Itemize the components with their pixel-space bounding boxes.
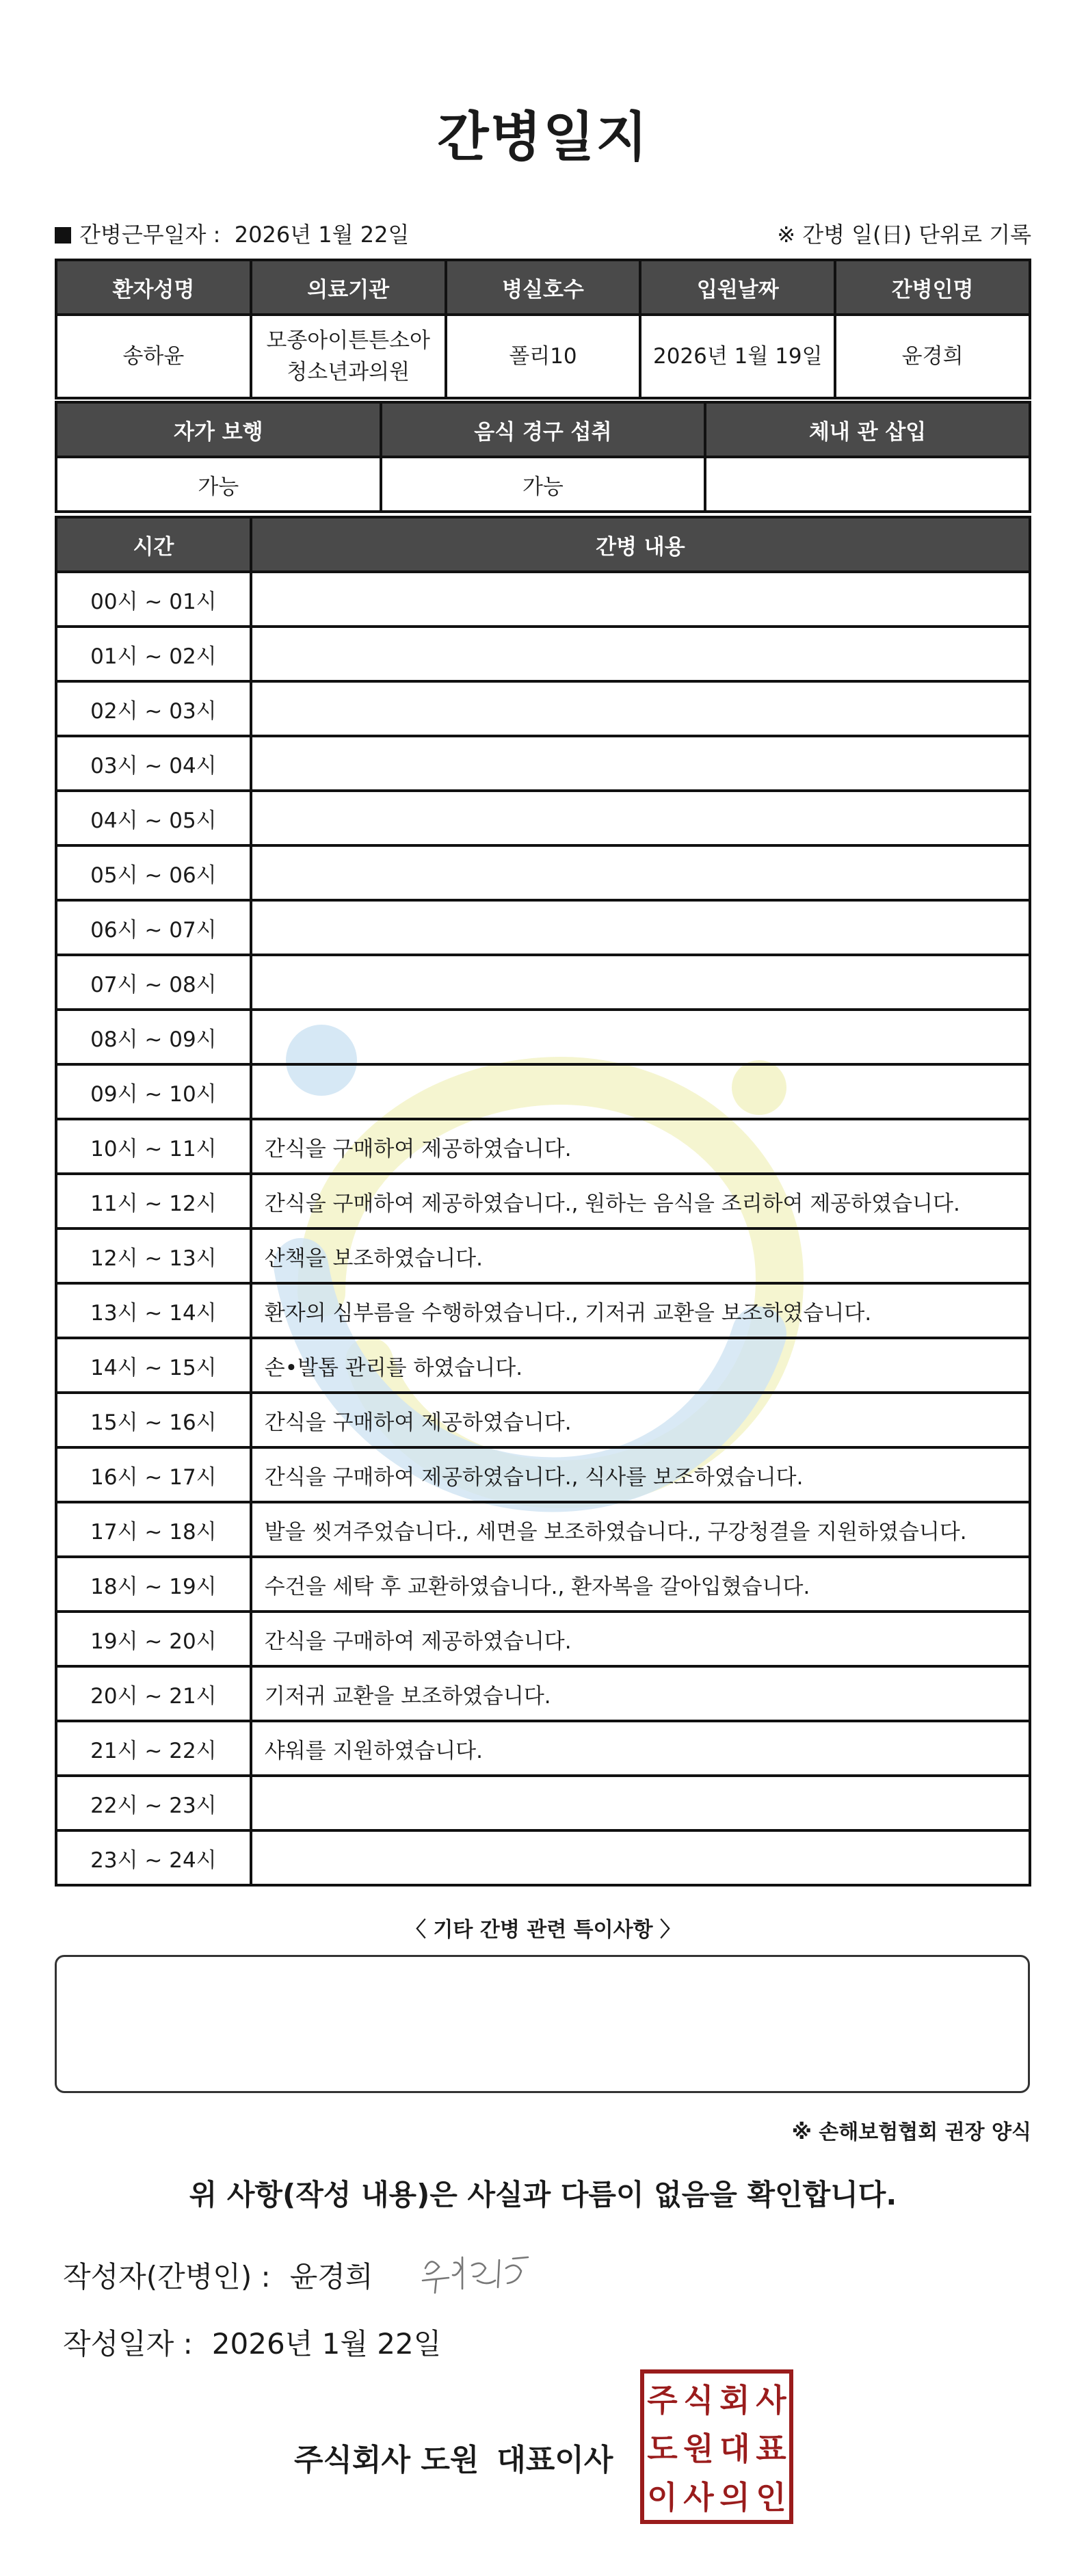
square-bullet-icon: [55, 227, 71, 244]
log-time: 09시 ~ 10시: [56, 1064, 251, 1119]
log-content: [251, 791, 1030, 845]
log-row: [56, 1228, 1030, 1283]
log-row: [56, 1447, 1030, 1502]
log-time: 10시 ~ 11시: [56, 1119, 251, 1174]
log-content: [251, 900, 1030, 955]
log-row: [56, 1776, 1030, 1830]
log-content: 간식을 구매하여 제공하였습니다.: [251, 1612, 1030, 1666]
status-header-row: [56, 402, 1030, 457]
oral-intake-value: 가능: [381, 457, 706, 512]
log-row: [56, 1666, 1030, 1721]
log-time: 23시 ~ 24시: [56, 1830, 251, 1885]
writer-name: 윤경희: [289, 2260, 373, 2294]
seal-character: 대: [719, 2430, 750, 2467]
seal-character: 인: [756, 2479, 786, 2516]
log-content: 간식을 구매하여 제공하였습니다., 식사를 보조하였습니다.: [251, 1447, 1030, 1502]
log-time: 00시 ~ 01시: [56, 572, 251, 627]
log-content: [251, 1010, 1030, 1064]
special-notes-box: [55, 1955, 1030, 2093]
log-content: 손•발톱 관리를 하였습니다.: [251, 1338, 1030, 1393]
log-row: [56, 955, 1030, 1010]
work-date-value: 2026년 1월 22일: [234, 222, 410, 248]
log-time: 21시 ~ 22시: [56, 1721, 251, 1776]
log-time: 16시 ~ 17시: [56, 1447, 251, 1502]
log-time: 17시 ~ 18시: [56, 1502, 251, 1557]
log-time: 11시 ~ 12시: [56, 1174, 251, 1228]
log-time: 01시 ~ 02시: [56, 627, 251, 681]
log-content: 간식을 구매하여 제공하였습니다.: [251, 1119, 1030, 1174]
log-content: [251, 845, 1030, 900]
patient-status-table: [55, 401, 1031, 513]
log-time: 15시 ~ 16시: [56, 1393, 251, 1447]
log-row: [56, 1119, 1030, 1174]
log-header-row: [56, 517, 1030, 572]
log-time: 04시 ~ 05시: [56, 791, 251, 845]
writer-label: 작성자(간병인) :: [63, 2260, 271, 2294]
status-value-row: [56, 457, 1030, 512]
log-row: [56, 845, 1030, 900]
log-row: [56, 1064, 1030, 1119]
header-care-content: 간병 내용: [251, 517, 1030, 572]
log-content: [251, 627, 1030, 681]
log-time: 18시 ~ 19시: [56, 1557, 251, 1612]
company-name: 주식회사 도원: [294, 2443, 479, 2478]
form-source-note: ※ 손해보험협회 권장 양식: [791, 2120, 1031, 2144]
log-row: [56, 572, 1030, 627]
log-content: 수건을 세탁 후 교환하였습니다., 환자복을 갈아입혔습니다.: [251, 1557, 1030, 1612]
log-row: [56, 1721, 1030, 1776]
self-walking-value: 가능: [56, 457, 381, 512]
work-date-line: 간병근무일자 : 2026년 1월 22일: [55, 218, 409, 249]
caregiver-name: 윤경희: [835, 315, 1030, 398]
log-row: [56, 791, 1030, 845]
header-oral-intake: 음식 경구 섭취: [381, 402, 706, 457]
header-self-walking: 자가 보행: [56, 402, 381, 457]
log-time: 12시 ~ 13시: [56, 1228, 251, 1283]
written-date-label: 작성일자 :: [63, 2327, 193, 2361]
hourly-care-log-table: [55, 516, 1031, 1887]
company-title: 대표이사: [496, 2443, 613, 2478]
admission-date: 2026년 1월 19일: [640, 315, 835, 398]
header-admission-date: 입원날짜: [640, 260, 835, 315]
log-row: [56, 1830, 1030, 1885]
page-title: 간병일지: [437, 107, 649, 168]
seal-character: 원: [683, 2430, 714, 2467]
writer-line: [63, 2255, 373, 2296]
written-date-line: [63, 2322, 441, 2363]
tube-insertion-value: [705, 457, 1030, 512]
log-content: 환자의 심부름을 수행하였습니다., 기저귀 교환을 보조하였습니다.: [251, 1283, 1030, 1338]
seal-character: 사: [683, 2479, 714, 2516]
log-content: 샤워를 지원하였습니다.: [251, 1721, 1030, 1776]
work-date-label: 간병근무일자: [79, 222, 207, 248]
log-row: [56, 1502, 1030, 1557]
hospital-name: 모종아이튼튼소아 청소년과의원: [251, 315, 446, 398]
log-body: [56, 572, 1030, 1885]
log-time: 19시 ~ 20시: [56, 1612, 251, 1666]
log-content: [251, 1776, 1030, 1830]
header-patient-name: 환자성명: [56, 260, 251, 315]
patient-info-header-row: [56, 260, 1030, 315]
seal-character: 사: [756, 2381, 786, 2419]
log-row: [56, 1338, 1030, 1393]
room-number: 폴리10: [446, 315, 641, 398]
header-hospital: 의료기관: [251, 260, 446, 315]
log-row: [56, 1393, 1030, 1447]
log-content: [251, 572, 1030, 627]
log-content: [251, 736, 1030, 791]
log-time: 03시 ~ 04시: [56, 736, 251, 791]
handwritten-signature: [419, 2248, 535, 2302]
log-row: [56, 681, 1030, 736]
header-caregiver-name: 간병인명: [835, 260, 1030, 315]
log-row: [56, 736, 1030, 791]
seal-character: 도: [647, 2430, 678, 2467]
log-content: [251, 1830, 1030, 1885]
log-row: [56, 900, 1030, 955]
header-time: 시간: [56, 517, 251, 572]
log-content: 기저귀 교환을 보조하였습니다.: [251, 1666, 1030, 1721]
log-row: [56, 1010, 1030, 1064]
seal-character: 식: [683, 2381, 714, 2419]
log-content: 산책을 보조하였습니다.: [251, 1228, 1030, 1283]
log-time: 06시 ~ 07시: [56, 900, 251, 955]
log-content: 간식을 구매하여 제공하였습니다., 원하는 음식을 조리하여 제공하였습니다.: [251, 1174, 1030, 1228]
log-row: [56, 1283, 1030, 1338]
log-row: [56, 1174, 1030, 1228]
log-time: 02시 ~ 03시: [56, 681, 251, 736]
header-room: 병실호수: [446, 260, 641, 315]
seal-character: 표: [756, 2430, 786, 2467]
log-row: [56, 1557, 1030, 1612]
log-content: [251, 955, 1030, 1010]
patient-name: 송하윤: [56, 315, 251, 398]
confirmation-statement: 위 사항(작성 내용)은 사실과 다름이 없음을 확인합니다.: [189, 2178, 897, 2211]
log-content: [251, 681, 1030, 736]
record-unit-note: ※ 간병 일(日) 단위로 기록: [777, 222, 1031, 248]
log-time: 05시 ~ 06시: [56, 845, 251, 900]
patient-info-value-row: [56, 315, 1030, 398]
special-notes-title: 〈 기타 간병 관련 특이사항 〉: [405, 1918, 681, 1942]
log-time: 14시 ~ 15시: [56, 1338, 251, 1393]
written-date-value: 2026년 1월 22일: [211, 2327, 442, 2361]
log-time: 07시 ~ 08시: [56, 955, 251, 1010]
seal-character: 이: [647, 2479, 678, 2516]
log-time: 13시 ~ 14시: [56, 1283, 251, 1338]
seal-character: 의: [719, 2479, 750, 2516]
company-seal-stamp: [640, 2369, 793, 2524]
log-row: [56, 627, 1030, 681]
patient-info-table: [55, 259, 1031, 399]
seal-character: 회: [719, 2381, 750, 2419]
log-content: [251, 1064, 1030, 1119]
log-row: [56, 1612, 1030, 1666]
log-time: 22시 ~ 23시: [56, 1776, 251, 1830]
log-content: 발을 씻겨주었습니다., 세면을 보조하였습니다., 구강청결을 지원하였습니다.: [251, 1502, 1030, 1557]
company-signature-line: [294, 2435, 613, 2479]
log-time: 08시 ~ 09시: [56, 1010, 251, 1064]
log-content: 간식을 구매하여 제공하였습니다.: [251, 1393, 1030, 1447]
header-tube-insertion: 체내 관 삽입: [705, 402, 1030, 457]
log-time: 20시 ~ 21시: [56, 1666, 251, 1721]
seal-character: 주: [647, 2381, 678, 2419]
